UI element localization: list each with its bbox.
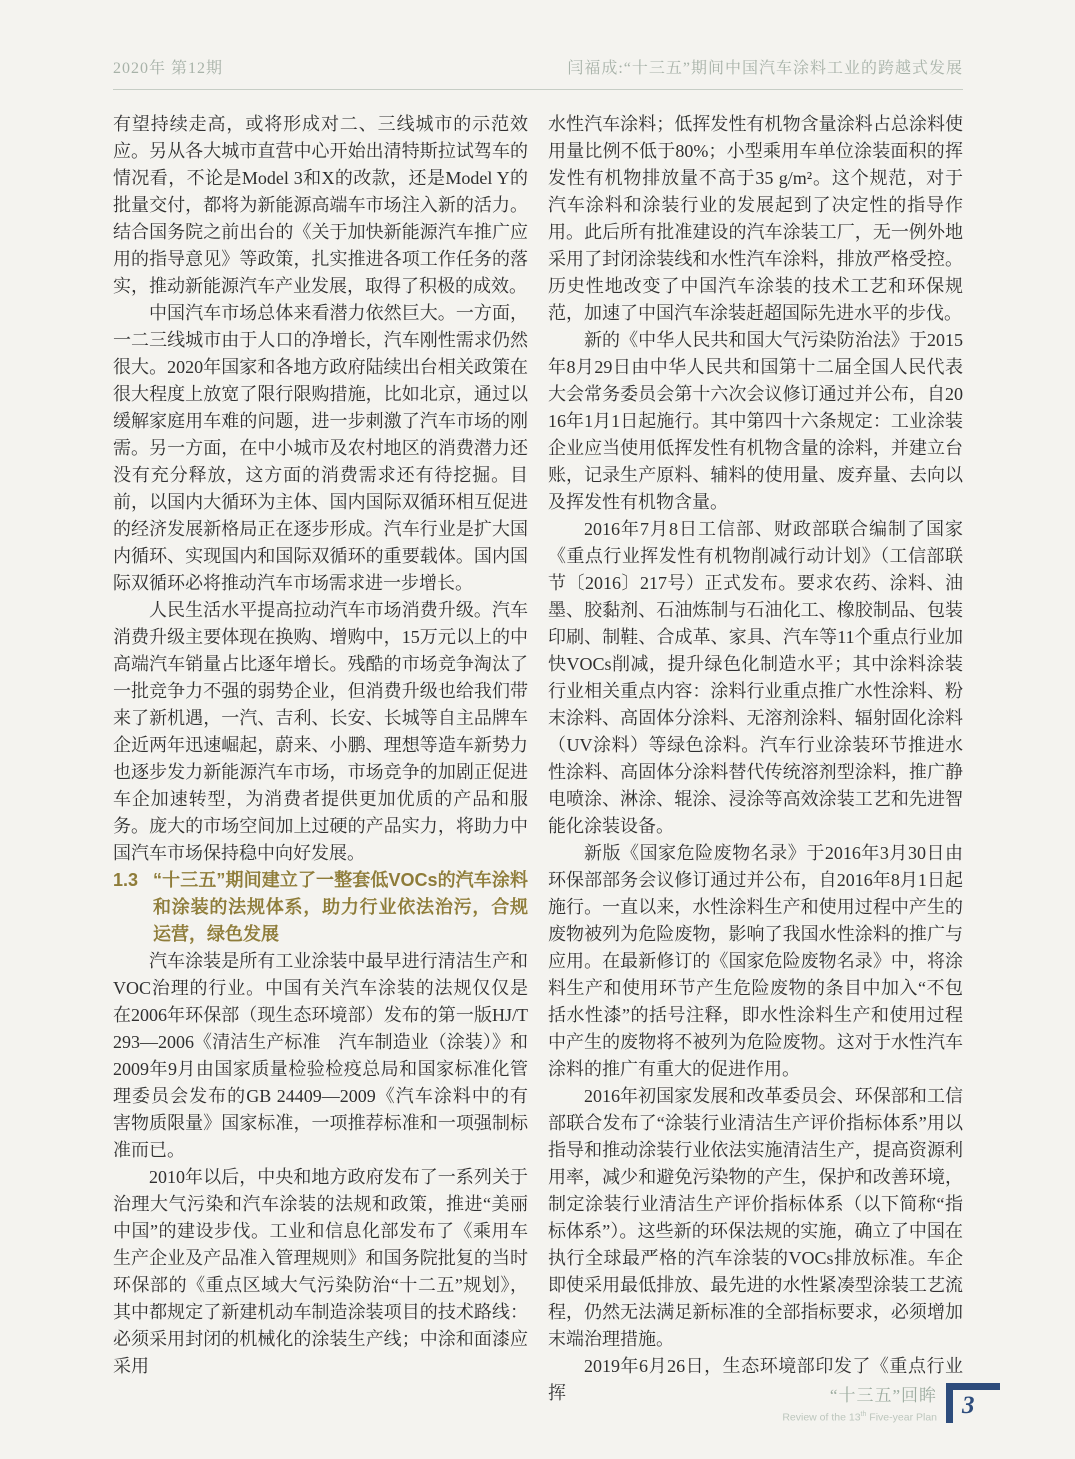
footer-subtitle-prefix: Review of the 13: [782, 1411, 861, 1424]
footer-subtitle-suffix: Five-year Plan: [866, 1411, 937, 1424]
paragraph: 2016年初国家发展和改革委员会、环保部和工信部联合发布了“涂装行业清洁生产评价指标体系”用以指导和推动涂装行业依法实施清洁生产，提高资源利用率，减少和避免污染物的产生，保护和改善环境，制定涂装行业清洁生产评价指标体系（以下简称“指标体系”）。这些新的环保法规的实施，确立了中国在执行全球最严格的汽车涂装的VOCs排放标准。车企即使采用最低排放、最先进的水性紧凑型涂装工艺流程，仍然无法满足新标准的全部指标要求，必须增加末端治理措施。: [548, 1086, 963, 1349]
column-left: [113, 111, 528, 1407]
column-right: [548, 111, 963, 1407]
section-number: 1.3: [113, 870, 139, 890]
running-title: 闫福成:“十三五”期间中国汽车涂料工业的跨越式发展: [567, 60, 963, 77]
paragraph: 有望持续走高，或将形成对二、三线城市的示范效应。另从各大城市直营中心开始出清特斯拉试驾车的情况看，不论是Model 3和X的改款，还是Model Y的批量交付，都将为新能源高端车市场注入新的活力。结合国务院之前出台的《关于加快新能源汽车推广应用的指导意见》等政策，扎实推进各项工作任务的落实，推动新能源汽车产业发展，取得了积极的成效。: [113, 114, 528, 296]
page-number: 3: [962, 1392, 975, 1419]
footer-section-title: “十三五”回眸: [829, 1386, 937, 1405]
page-number-bracket: [946, 1383, 1000, 1423]
paragraph: 水性汽车涂料；低挥发性有机物含量涂料占总涂料使用量比例不低于80%；小型乘用车单位涂装面积的挥发性有机物排放量不高于35 g/m²。这个规范，对于汽车涂料和涂装行业的发展起到了决定性的指导作用。此后所有批准建设的汽车涂装工厂，无一例外地采用了封闭涂装线和水性汽车涂料，排放严格受控。历史性地改变了中国汽车涂装的技术工艺和环保规范，加速了中国汽车涂装赶超国际先进水平的步伐。: [548, 114, 963, 323]
page-header: [113, 55, 963, 90]
paragraph: 2019年6月26日，生态环境部印发了《重点行业挥: [548, 1356, 963, 1403]
paragraph: 2016年7月8日工信部、财政部联合编制了国家《重点行业挥发性有机物削减行动计划》（工信部联节〔2016〕217号）正式发布。要求农药、涂料、油墨、胶黏剂、石油炼制与石油化工、橡胶制品、包装印刷、制鞋、合成革、家具、汽车等11个重点行业加快VOCs削减，提升绿色化制造水平；其中涂料涂装行业相关重点内容：涂料行业重点推广水性涂料、粉末涂料、高固体分涂料、无溶剂涂料、辐射固化涂料（UV涂料）等绿色涂料。汽车行业涂装环节推进水性涂料、高固体分涂料替代传统溶剂型涂料，推广静电喷涂、淋涂、辊涂、浸涂等高效涂装工艺和先进智能化涂装设备。: [548, 519, 963, 836]
section-title: “十三五”期间建立了一整套低VOCs的汽车涂料和涂装的法规体系，助力行业依法治污，合规运营，绿色发展: [153, 870, 528, 944]
paragraph: 汽车涂装是所有工业涂装中最早进行清洁生产和VOC治理的行业。中国有关汽车涂装的法规仅仅是在2006年环保部（现生态环境部）发布的第一版HJ/T 293—2006《清洁生产标准 汽车制造业（涂装）》和2009年9月由国家质量检验检疫总局和国家标准化管理委员会发布的GB 24409—2009《汽车涂料中的有害物质限量》国家标准，一项推荐标准和一项强制标准而已。: [113, 951, 528, 1160]
footer-text: [782, 1386, 937, 1425]
paragraph: 中国汽车市场总体来看潜力依然巨大。一方面，一二三线城市由于人口的净增长，汽车刚性需求仍然很大。2020年国家和各地方政府陆续出台相关政策在很大程度上放宽了限行限购措施，比如北京，通过以缓解家庭用车难的问题，进一步刺激了汽车市场的刚需。另一方面，在中小城市及农村地区的消费潜力还没有充分释放，这方面的消费需求还有待挖掘。目前，以国内大循环为主体、国内国际双循环相互促进的经济发展新格局正在逐步形成。汽车行业是扩大国内循环、实现国内和国际双循环的重要载体。国内国际双循环必将推动汽车市场需求进一步增长。: [113, 303, 528, 593]
section-heading: [113, 867, 528, 948]
issue-label: 2020年 第12期: [113, 60, 224, 77]
article-body: [113, 111, 963, 1407]
paragraph: 人民生活水平提高拉动汽车市场消费升级。汽车消费升级主要体现在换购、增购中，15万元以上的中高端汽车销量占比逐年增长。残酷的市场竞争淘汰了一批竞争力不强的弱势企业，但消费升级也给我们带来了新机遇，一汽、吉利、长安、长城等自主品牌车企近两年迅速崛起，蔚来、小鹏、理想等造车新势力也逐步发力新能源汽车市场，市场竞争的加剧正促进车企加速转型，为消费者提供更加优质的产品和服务。庞大的市场空间加上过硬的产品实力，将助力中国汽车市场保持稳中向好发展。: [113, 600, 528, 863]
page-footer: [782, 1383, 1000, 1425]
footer-subtitle-sup: th: [860, 1411, 867, 1418]
footer-section-subtitle: [782, 1408, 937, 1425]
paragraph: 新的《中华人民共和国大气污染防治法》于2015年8月29日由中华人民共和国第十二届全国人民代表大会常务委员会第十六次会议修订通过并公布，自2016年1月1日起施行。其中第四十六条规定：工业涂装企业应当使用低挥发性有机物含量的涂料，并建立台账，记录生产原料、辅料的使用量、废弃量、去向以及挥发性有机物含量。: [548, 330, 963, 512]
paragraph: 2010年以后，中央和地方政府发布了一系列关于治理大气污染和汽车涂装的法规和政策，推进“美丽中国”的建设步伐。工业和信息化部发布了《乘用车生产企业及产品准入管理规则》和国务院批复的当时环保部的《重点区域大气污染防治“十二五”规划》，其中都规定了新建机动车制造涂装项目的技术路线：必须采用封闭的机械化的涂装生产线；中涂和面漆应采用: [113, 1167, 528, 1376]
paragraph: 新版《国家危险废物名录》于2016年3月30日由环保部部务会议修订通过并公布，自2016年8月1日起施行。一直以来，水性涂料生产和使用过程中产生的废物被列为危险废物，影响了我国水性涂料的推广与应用。在最新修订的《国家危险废物名录》中，将涂料生产和使用环节产生危险废物的条目中加入“不包括水性漆”的括号注释，即水性涂料生产和使用过程中产生的废物将不被列为危险废物。这对于水性汽车涂料的推广有重大的促进作用。: [548, 843, 963, 1079]
